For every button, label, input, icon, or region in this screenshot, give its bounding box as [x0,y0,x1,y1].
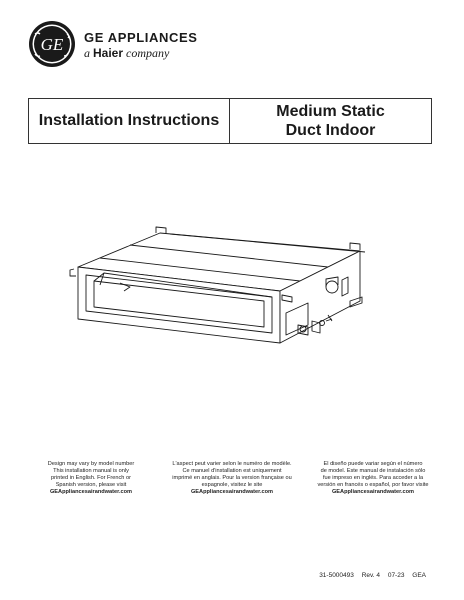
website-link[interactable]: GEAppliancesairandwater.com [49,489,133,495]
note-english: Design may vary by model number This installation manual is only printed in English. For French or Spanish version, please visit GEAppliancesairandwater.com [28,461,154,496]
svg-text:GE: GE [40,35,64,54]
note-french: L'aspect peut varier selon le numéro de modèle. Ce manuel d'installation est uniquement imprimé en anglais. Pour la version française ou espagnole, visitez le site GEAppliancesairandwater.com [169,461,295,496]
brand-tagline: a Haier company [84,45,170,60]
product-line-1: Medium Static [276,103,385,120]
document-title: Installation Instructions [29,99,230,143]
language-notes [28,461,436,496]
product-name [230,99,431,143]
ge-logo-icon [28,20,76,68]
product-line-2: Duct Indoor [285,122,376,139]
website-link[interactable]: GEAppliancesairandwater.com [331,489,415,495]
website-link[interactable]: GEAppliancesairandwater.com [190,489,274,495]
brand-logo [28,20,198,68]
document-number: 31-5000493 Rev. 4 07-23 GEA [319,572,426,579]
title-box [28,98,432,144]
duct-indoor-unit-icon [60,225,390,365]
note-spanish: El diseño puede variar según el número de model. Este manual de instalación sólo fue impreso en inglés. Para acceder a la versión en francés o español, por favor visite GEAppliancesairandwater.com [310,461,436,496]
brand-name: GE APPLIANCES [84,29,198,45]
